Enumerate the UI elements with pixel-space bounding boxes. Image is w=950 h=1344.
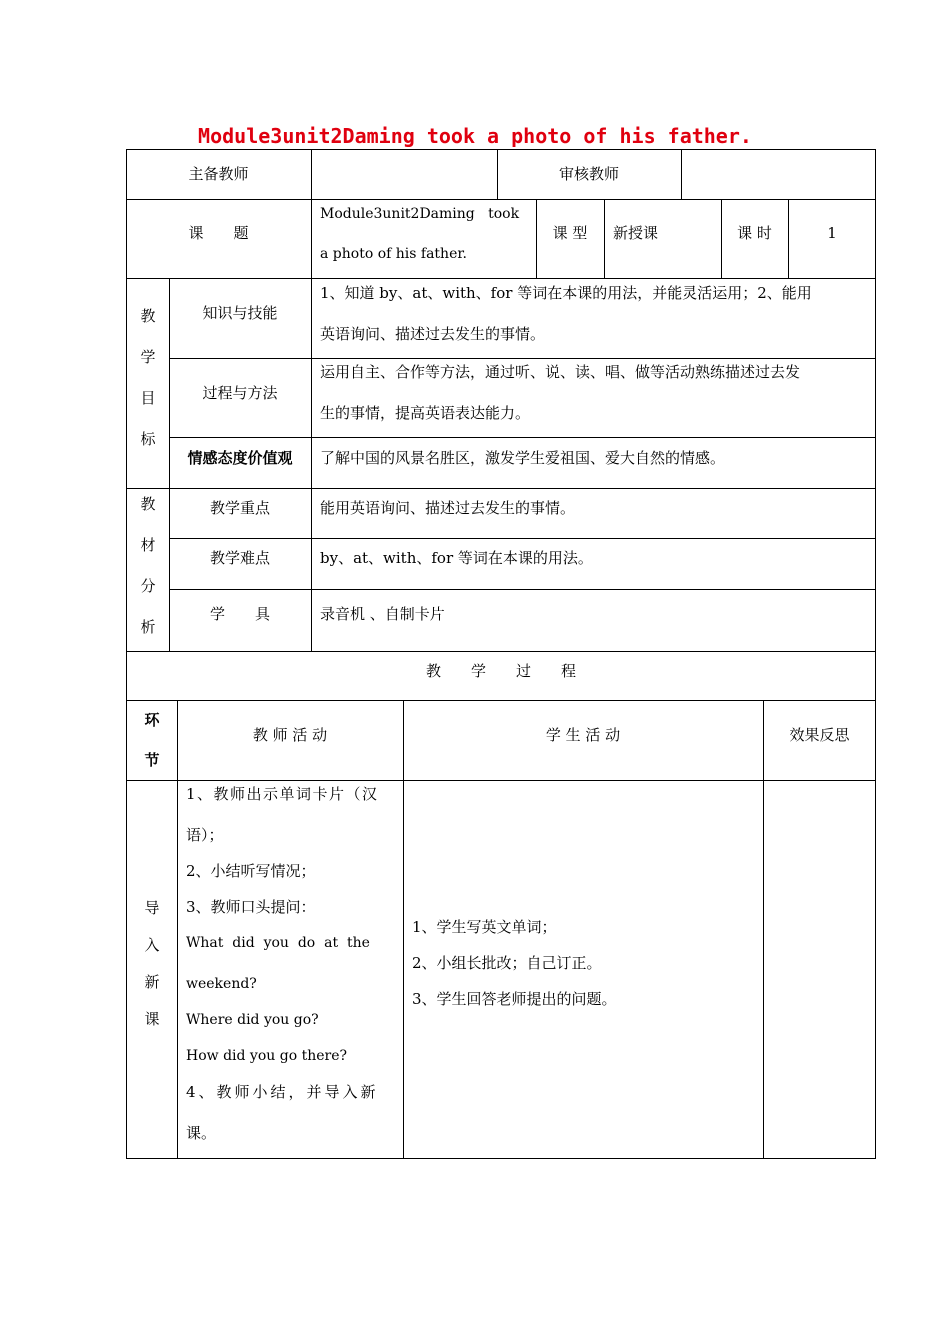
- knowledge-line1: 1、知道 by、at、with、for 等词在本课的用法，并能灵活运用；2、能用: [320, 284, 812, 302]
- teacher-activity-line: Where did you go?: [186, 1012, 319, 1028]
- tools-label: 学 具: [209, 605, 270, 623]
- emotion-label: 情感态度价值观: [187, 449, 293, 467]
- teacher-activity-line: 4、教师小结，并导入新: [186, 1083, 379, 1101]
- teacher-activity-line: weekend?: [186, 976, 257, 992]
- topic-value-line2: a photo of his father.: [320, 246, 467, 262]
- stage-column-header: 环 节: [144, 711, 160, 769]
- process-line1: 运用自主、合作等方法，通过听、说、读、唱、做等活动熟练描述过去发: [320, 363, 801, 381]
- topic-value-line1: Module3unit2Daming took: [320, 206, 520, 222]
- student-activity-line: 3、学生回答老师提出的问题。: [412, 990, 617, 1008]
- key-point-label: 教学重点: [209, 499, 270, 517]
- student-activity-line: 2、小组长批改；自己订正。: [412, 954, 602, 972]
- tools-value: 录音机 、自制卡片: [320, 605, 445, 623]
- document-title: Module3unit2Daming took a photo of his father.: [198, 124, 752, 148]
- reviewer-label: 审核教师: [558, 165, 619, 183]
- hours-label: 课 时: [737, 224, 772, 242]
- knowledge-line2: 英语询问、描述过去发生的事情。: [320, 325, 546, 343]
- difficulty-value: by、at、with、for 等词在本课的用法。: [320, 549, 593, 567]
- student-activity-line: 1、学生写英文单词；: [412, 918, 557, 936]
- topic-label: 课 题: [188, 224, 249, 242]
- lead-teacher-label: 主备教师: [188, 165, 249, 183]
- objectives-group-label: 教 学 目 标: [140, 307, 156, 448]
- process-label: 过程与方法: [202, 384, 278, 402]
- process-title: 教 学 过 程: [425, 662, 576, 680]
- teacher-activity-line: 课。: [186, 1124, 217, 1142]
- emotion-value: 了解中国的风景名胜区，激发学生爱祖国、爱大自然的情感。: [320, 449, 726, 467]
- analysis-group-label: 教 材 分 析: [140, 495, 156, 636]
- process-line2: 生的事情，提高英语表达能力。: [320, 404, 531, 422]
- teacher-column-header: 教 师 活 动: [252, 726, 328, 744]
- student-column-header: 学 生 活 动: [545, 726, 621, 744]
- type-label: 课 型: [552, 224, 588, 242]
- intro-stage-label: 导 入 新 课: [144, 899, 160, 1028]
- type-value: 新授课: [613, 224, 659, 242]
- reflection-column-header: 效果反思: [789, 726, 850, 744]
- knowledge-label: 知识与技能: [202, 304, 278, 322]
- difficulty-label: 教学难点: [209, 549, 270, 567]
- teacher-activity-line: 2、小结听写情况；: [186, 862, 316, 880]
- teacher-activity-line: What did you do at the: [186, 935, 370, 951]
- key-point-value: 能用英语询问、描述过去发生的事情。: [320, 499, 576, 517]
- teacher-activity-line: 1、教师出示单词卡片（汉: [186, 785, 379, 803]
- teacher-activity-line: 3、教师口头提问：: [186, 898, 316, 916]
- teacher-activity-line: How did you go there?: [186, 1048, 347, 1064]
- hours-value: 1: [827, 224, 837, 242]
- teacher-activity-line: 语）；: [186, 826, 224, 844]
